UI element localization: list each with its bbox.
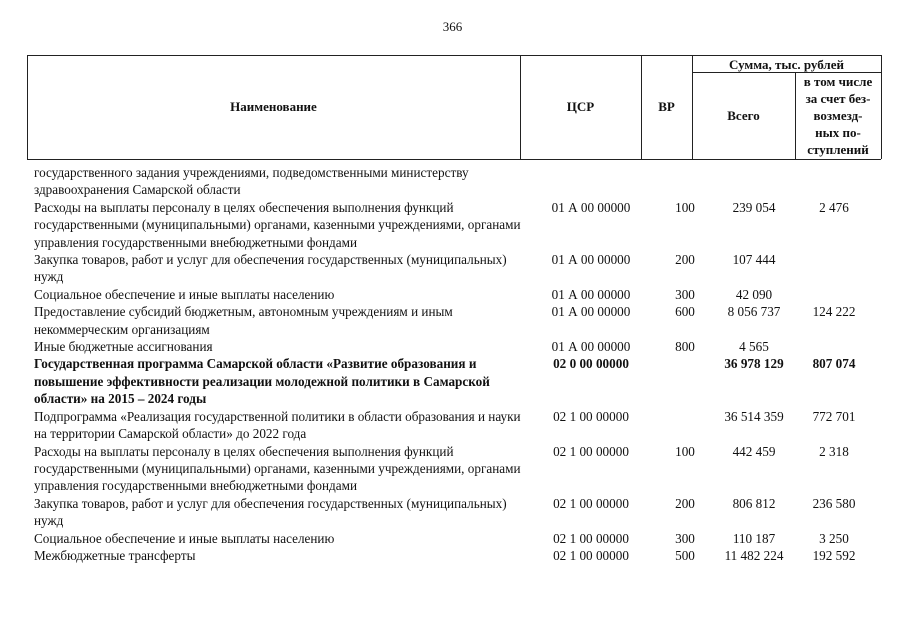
header-csr: ЦСР: [566, 99, 595, 114]
row-name: Межбюджетные трансферты: [34, 547, 196, 563]
table-row: [34, 443, 874, 495]
row-free: 236 580: [812, 495, 856, 511]
header-name: Наименование: [230, 99, 317, 114]
row-total: 110 187: [732, 530, 776, 546]
table-row: [34, 164, 874, 199]
row-name: Расходы на выплаты персоналу в целях обеспечения выполнения функций государственными (муниципальными) органами, казенными учреждениями, органами управления государственными внебюджетными фондами: [34, 443, 521, 494]
header-free-line: в том числе: [803, 74, 873, 89]
row-name: государственного задания учреждениями, подведомственными министерству здравоохранения Самарской области: [34, 165, 469, 198]
row-total: 36 514 359: [724, 408, 784, 424]
table-row: [34, 408, 874, 443]
row-name: Подпрограмма «Реализация государственной политики в области образования и науки на территории Самарской области» до 2022 года: [34, 408, 521, 442]
row-vr: [656, 408, 714, 443]
row-free: [794, 164, 874, 199]
table-row: [34, 303, 874, 338]
row-vr: 500: [675, 547, 695, 563]
row-free: [794, 338, 874, 355]
row-free: 3 250: [819, 530, 849, 546]
header-total: Всего: [727, 108, 760, 123]
row-vr: 600: [675, 304, 695, 320]
header-free: [795, 73, 881, 158]
row-free: [794, 286, 874, 303]
page-number: 366: [442, 19, 463, 34]
row-vr: 300: [675, 530, 695, 546]
row-csr: 02 1 00 00000: [553, 408, 629, 424]
row-name: Расходы на выплаты персоналу в целях обеспечения выполнения функций государственными (муниципальными) органами, казенными учреждениями, органами управления государственными внебюджетными фондами: [34, 199, 521, 250]
table-row: [34, 530, 874, 547]
table-row: [34, 338, 874, 355]
row-free: 772 701: [812, 408, 856, 424]
row-vr: [656, 355, 714, 407]
row-csr: 02 1 00 00000: [553, 443, 629, 459]
row-total: 36 978 129: [724, 356, 784, 372]
col-divider: [881, 55, 882, 159]
row-total: 239 054: [732, 199, 776, 215]
row-name: Социальное обеспечение и иные выплаты населению: [34, 286, 335, 302]
row-free: [794, 251, 874, 286]
table-row: [34, 286, 874, 303]
header-sum-group: Сумма, тыс. рублей: [729, 57, 844, 72]
row-total: 442 459: [732, 443, 776, 459]
row-csr: 02 1 00 00000: [553, 495, 629, 511]
row-csr: 01 А 00 00000: [551, 339, 631, 355]
row-csr: 01 А 00 00000: [551, 286, 631, 302]
row-free: 192 592: [812, 547, 856, 563]
table-row-program: [34, 355, 874, 407]
row-vr: 200: [675, 252, 695, 268]
row-csr: 02 0 00 00000: [553, 356, 629, 372]
row-vr: 100: [675, 443, 695, 459]
row-name: Закупка товаров, работ и услуг для обеспечения государственных (муниципальных) нужд: [34, 252, 507, 285]
header-vr: ВР: [658, 99, 675, 114]
row-vr: 800: [675, 339, 695, 355]
header-free-line: за счет без-: [805, 91, 871, 106]
header-free-line: возмезд-: [813, 108, 863, 123]
row-free: 807 074: [812, 356, 856, 372]
row-vr: 300: [675, 286, 695, 302]
row-vr: 100: [675, 199, 695, 215]
row-csr: [526, 164, 656, 199]
row-total: 8 056 737: [727, 304, 781, 320]
row-total: 806 812: [732, 495, 776, 511]
row-name: Закупка товаров, работ и услуг для обеспечения государственных (муниципальных) нужд: [34, 495, 507, 529]
header-free-line: ступлений: [807, 142, 869, 157]
row-vr: 200: [675, 495, 695, 511]
row-vr: [656, 164, 714, 199]
row-csr: 02 1 00 00000: [553, 547, 629, 563]
table-body: [34, 164, 874, 564]
row-csr: 01 А 00 00000: [551, 304, 631, 320]
header-free-line: ных по-: [815, 125, 861, 140]
row-csr: 01 А 00 00000: [551, 252, 631, 268]
row-name: Государственная программа Самарской области «Развитие образования и повышение эффективности реализации молодежной политики в Самарской области» на 2015 – 2024 годы: [34, 356, 490, 407]
row-name: Предоставление субсидий бюджетным, автономным учреждениям и иным некоммерческим организациям: [34, 304, 453, 337]
row-csr: 01 А 00 00000: [551, 199, 631, 215]
row-total: [714, 164, 794, 199]
table-row: [34, 251, 874, 286]
row-total: 4 565: [739, 339, 769, 355]
table-row: [34, 495, 874, 530]
row-total: 107 444: [732, 252, 776, 268]
row-free: 2 318: [819, 443, 849, 459]
row-csr: 02 1 00 00000: [553, 530, 629, 546]
row-free: 124 222: [812, 304, 856, 320]
row-name: Иные бюджетные ассигнования: [34, 339, 213, 355]
row-name: Социальное обеспечение и иные выплаты населению: [34, 530, 335, 546]
header-bottom-border: [27, 159, 881, 160]
table-row: [34, 199, 874, 251]
row-total: 42 090: [735, 286, 773, 302]
row-free: 2 476: [819, 199, 849, 215]
row-total: 11 482 224: [724, 547, 784, 563]
table-row: [34, 547, 874, 564]
